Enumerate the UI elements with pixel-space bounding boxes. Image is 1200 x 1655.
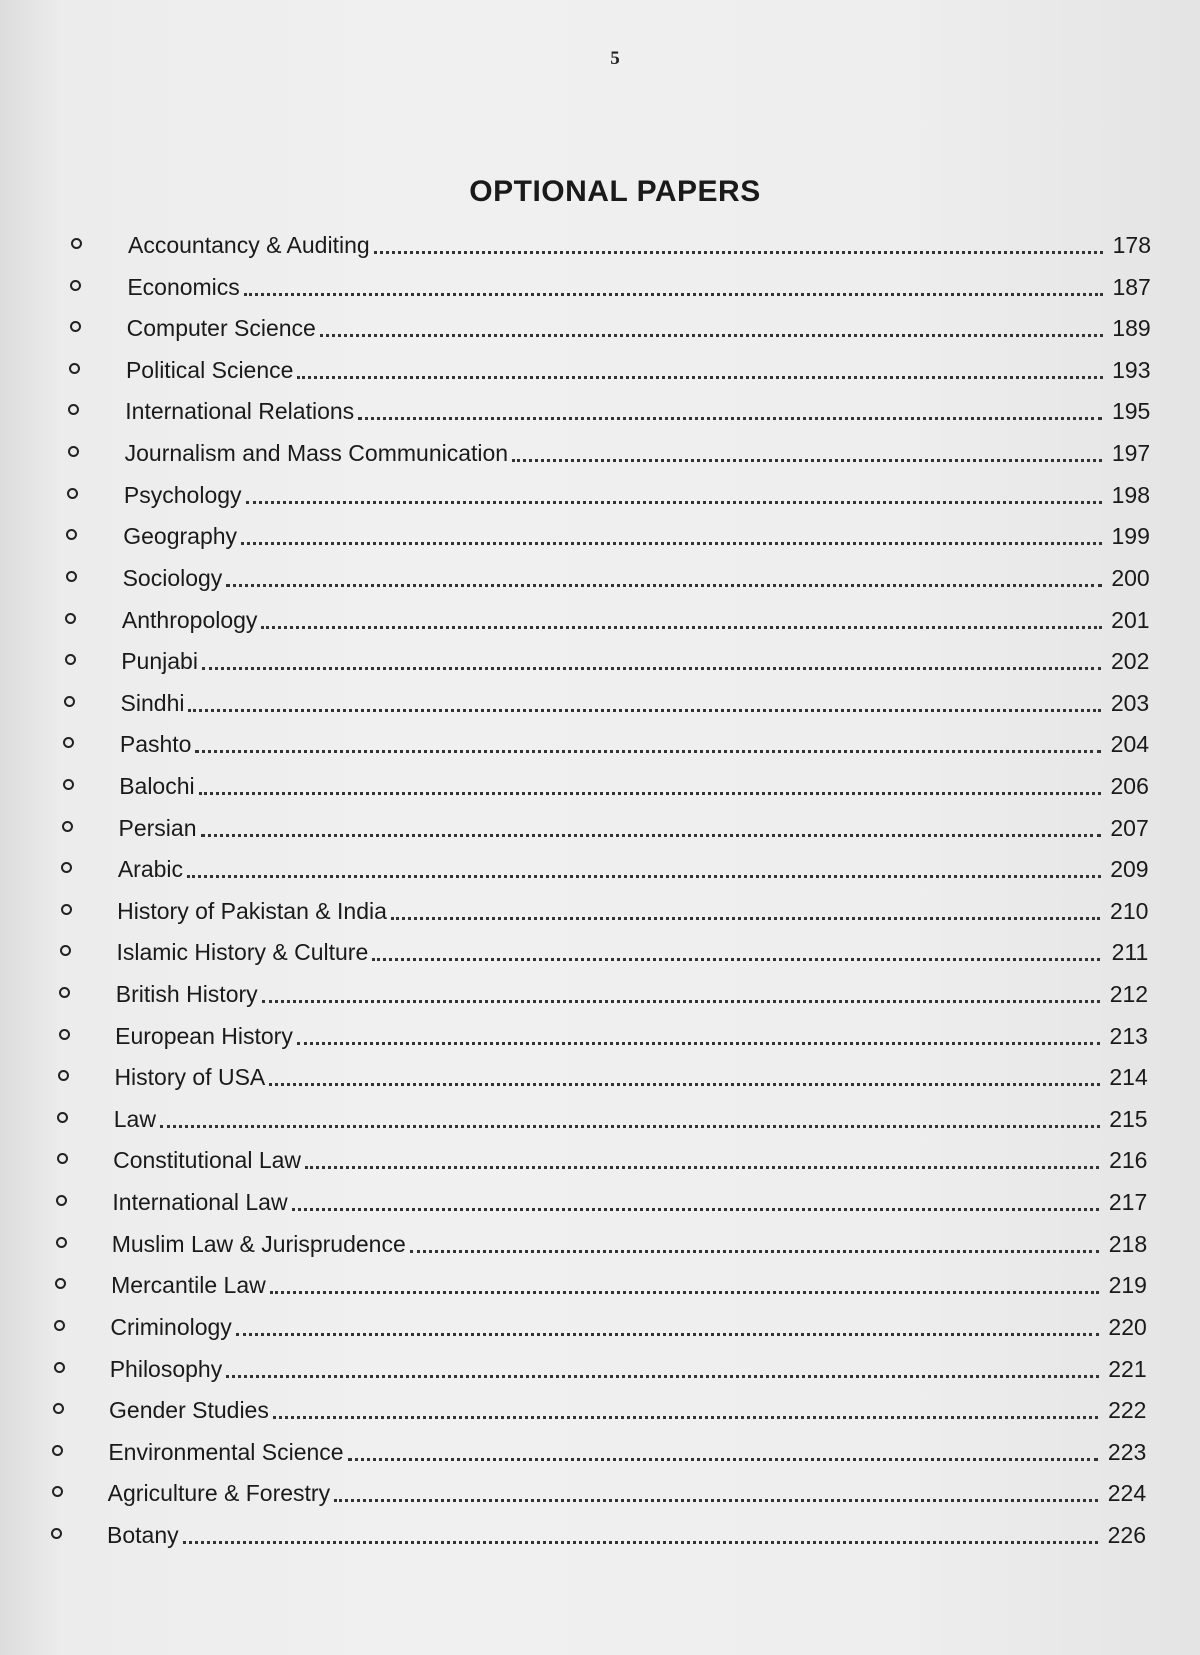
toc-entry xyxy=(115,1019,1148,1049)
toc-entry xyxy=(123,519,1150,549)
entry-page-number: 218 xyxy=(1108,1230,1148,1257)
page-number: 5 xyxy=(610,48,620,69)
entry-page-number: 195 xyxy=(1111,398,1151,425)
entry-label: Sindhi xyxy=(120,689,185,716)
dot-leader xyxy=(297,376,1102,379)
dot-leader xyxy=(305,1166,1099,1169)
bullet-icon xyxy=(58,1070,69,1081)
toc-entry xyxy=(108,1476,1146,1506)
toc-entry xyxy=(121,686,1150,716)
entry-page-number: 198 xyxy=(1111,481,1151,508)
dot-leader xyxy=(195,750,1101,753)
bullet-icon xyxy=(65,613,76,624)
entry-page-number: 206 xyxy=(1110,772,1149,799)
entry-label: Gender Studies xyxy=(109,1397,269,1424)
bullet-icon xyxy=(68,446,79,457)
entry-label: Computer Science xyxy=(126,315,316,342)
bullet-icon xyxy=(52,1486,63,1497)
bullet-icon xyxy=(57,1153,68,1164)
dot-leader xyxy=(187,875,1101,878)
entry-label: Islamic History & Culture xyxy=(116,939,369,966)
entry-page-number: 200 xyxy=(1111,564,1150,591)
entry-page-number: 211 xyxy=(1111,939,1149,966)
bullet-icon xyxy=(63,779,74,790)
bullet-icon xyxy=(67,488,78,499)
entry-label: Economics xyxy=(127,273,240,300)
entry-label: Persian xyxy=(118,814,197,841)
entry-page-number: 202 xyxy=(1111,648,1150,675)
entry-page-number: 220 xyxy=(1108,1313,1147,1340)
dot-leader xyxy=(391,917,1101,920)
dot-leader xyxy=(348,1458,1099,1461)
dot-leader xyxy=(512,459,1102,462)
entry-label: European History xyxy=(115,1022,293,1049)
dot-leader xyxy=(188,709,1101,712)
dot-leader xyxy=(226,584,1101,587)
dot-leader xyxy=(270,1291,1099,1294)
entry-page-number: 210 xyxy=(1110,897,1149,924)
bullet-icon xyxy=(66,571,77,582)
entry-label: International Relations xyxy=(125,398,355,425)
toc-entry xyxy=(122,603,1150,633)
toc-entry xyxy=(112,1227,1147,1257)
bullet-icon xyxy=(62,821,73,832)
bullet-icon xyxy=(54,1320,65,1331)
dot-leader xyxy=(226,1375,1098,1378)
toc-entry xyxy=(111,1268,1147,1298)
toc-entry xyxy=(124,478,1150,508)
entry-page-number: 215 xyxy=(1109,1105,1148,1132)
dot-leader xyxy=(297,1042,1100,1045)
entry-label: History of Pakistan & India xyxy=(117,897,387,924)
toc-entry xyxy=(110,1310,1146,1340)
section-title: OPTIONAL PAPERS xyxy=(469,175,761,208)
dot-leader xyxy=(202,667,1101,670)
entry-page-number: 207 xyxy=(1110,814,1149,841)
dot-leader xyxy=(358,417,1102,420)
bullet-icon xyxy=(71,238,82,249)
entry-label: Law xyxy=(113,1105,156,1132)
toc-entry xyxy=(108,1435,1146,1465)
entry-label: Sociology xyxy=(122,564,223,591)
toc-entry xyxy=(127,270,1151,300)
dot-leader xyxy=(241,542,1102,545)
bullet-icon xyxy=(66,529,77,540)
bullet-icon xyxy=(52,1445,63,1456)
entry-label: Mercantile Law xyxy=(111,1272,266,1299)
dot-leader xyxy=(273,1416,1099,1419)
bullet-icon xyxy=(61,862,72,873)
dot-leader xyxy=(292,1208,1100,1211)
toc-entry xyxy=(110,1352,1147,1382)
bullet-icon xyxy=(56,1237,67,1248)
entry-page-number: 197 xyxy=(1111,440,1151,467)
toc-entry xyxy=(113,1143,1147,1173)
dot-leader xyxy=(244,293,1103,296)
dot-leader xyxy=(269,1083,1099,1086)
toc-entry xyxy=(114,1060,1147,1090)
entry-label: Philosophy xyxy=(109,1355,223,1382)
entry-label: Pashto xyxy=(119,731,192,758)
bullet-icon xyxy=(61,904,72,915)
toc-entry xyxy=(125,394,1150,424)
entry-label: Environmental Science xyxy=(108,1438,344,1465)
entry-page-number: 226 xyxy=(1107,1522,1146,1548)
entry-label: Geography xyxy=(123,523,238,550)
toc-entry xyxy=(116,977,1148,1007)
entry-page-number: 201 xyxy=(1111,606,1150,633)
entry-label: Botany xyxy=(107,1522,179,1548)
toc-entry xyxy=(107,1518,1146,1548)
entry-label: Punjabi xyxy=(121,648,198,675)
entry-page-number: 222 xyxy=(1108,1397,1147,1424)
bullet-icon xyxy=(59,987,70,998)
dot-leader xyxy=(372,958,1100,961)
toc-entry xyxy=(128,228,1151,258)
bullet-icon xyxy=(64,696,75,707)
entry-label: Psychology xyxy=(123,481,242,508)
dot-leader xyxy=(201,834,1101,837)
dot-leader xyxy=(262,1000,1100,1003)
entry-label: Accountancy & Auditing xyxy=(128,232,370,258)
dot-leader xyxy=(410,1250,1099,1253)
bullet-icon xyxy=(59,1029,70,1040)
bullet-icon xyxy=(70,280,81,291)
toc-entry xyxy=(119,769,1149,799)
entry-page-number: 214 xyxy=(1109,1064,1148,1091)
toc-entry xyxy=(123,561,1150,591)
entry-label: Agriculture & Forestry xyxy=(107,1480,331,1507)
toc-entry xyxy=(127,311,1151,341)
bullet-icon xyxy=(55,1278,66,1289)
entry-page-number: 217 xyxy=(1108,1189,1148,1216)
toc-entry xyxy=(120,727,1149,757)
bullet-icon xyxy=(51,1528,62,1539)
entry-label: Journalism and Mass Communication xyxy=(124,440,509,467)
entry-page-number: 193 xyxy=(1112,356,1151,383)
dot-leader xyxy=(183,1541,1098,1544)
entry-page-number: 223 xyxy=(1107,1438,1147,1465)
entry-page-number: 224 xyxy=(1107,1480,1147,1507)
toc-entry xyxy=(125,436,1151,466)
entry-label: Political Science xyxy=(125,356,294,383)
entry-page-number: 203 xyxy=(1110,689,1150,716)
entry-page-number: 219 xyxy=(1108,1272,1147,1299)
entry-label: Anthropology xyxy=(121,606,258,633)
bullet-icon xyxy=(60,945,71,956)
entry-page-number: 199 xyxy=(1111,523,1150,550)
toc-entry xyxy=(114,1102,1148,1132)
toc-entry xyxy=(126,353,1151,383)
bullet-icon xyxy=(57,1112,68,1123)
toc-entry xyxy=(121,644,1149,674)
entry-page-number: 187 xyxy=(1112,273,1151,300)
entry-label: Constitutional Law xyxy=(113,1147,302,1174)
dot-leader xyxy=(374,251,1103,254)
dot-leader xyxy=(246,501,1102,504)
entry-label: British History xyxy=(115,981,258,1008)
entry-label: Criminology xyxy=(110,1313,232,1340)
entry-label: Muslim Law & Jurisprudence xyxy=(111,1230,406,1257)
entry-page-number: 178 xyxy=(1112,232,1151,258)
entry-page-number: 216 xyxy=(1109,1147,1148,1174)
toc-entry xyxy=(109,1393,1146,1423)
toc-entry xyxy=(119,811,1149,841)
dot-leader xyxy=(199,792,1101,795)
dot-leader xyxy=(320,334,1103,337)
bullet-icon xyxy=(65,654,76,665)
entry-page-number: 212 xyxy=(1109,981,1149,1008)
bullet-icon xyxy=(53,1403,64,1414)
entry-page-number: 209 xyxy=(1110,856,1149,883)
entry-page-number: 189 xyxy=(1112,315,1151,342)
toc-entry xyxy=(112,1185,1147,1215)
bullet-icon xyxy=(69,363,80,374)
dot-leader xyxy=(261,626,1101,629)
entry-page-number: 221 xyxy=(1108,1355,1147,1382)
entry-page-number: 204 xyxy=(1110,731,1150,758)
bullet-icon xyxy=(63,737,74,748)
toc-entry xyxy=(116,935,1148,965)
entry-label: History of USA xyxy=(114,1064,266,1091)
dot-leader xyxy=(160,1125,1100,1128)
dot-leader xyxy=(334,1499,1098,1502)
entry-label: International Law xyxy=(112,1189,288,1216)
bullet-icon xyxy=(70,321,81,332)
bullet-icon xyxy=(56,1195,67,1206)
toc-entry xyxy=(117,894,1148,924)
dot-leader xyxy=(236,1333,1099,1336)
entry-page-number: 213 xyxy=(1109,1022,1148,1049)
entry-label: Balochi xyxy=(119,772,195,799)
entry-label: Arabic xyxy=(117,856,184,883)
bullet-icon xyxy=(68,404,79,415)
toc-entry xyxy=(118,852,1149,882)
bullet-icon xyxy=(54,1362,65,1373)
